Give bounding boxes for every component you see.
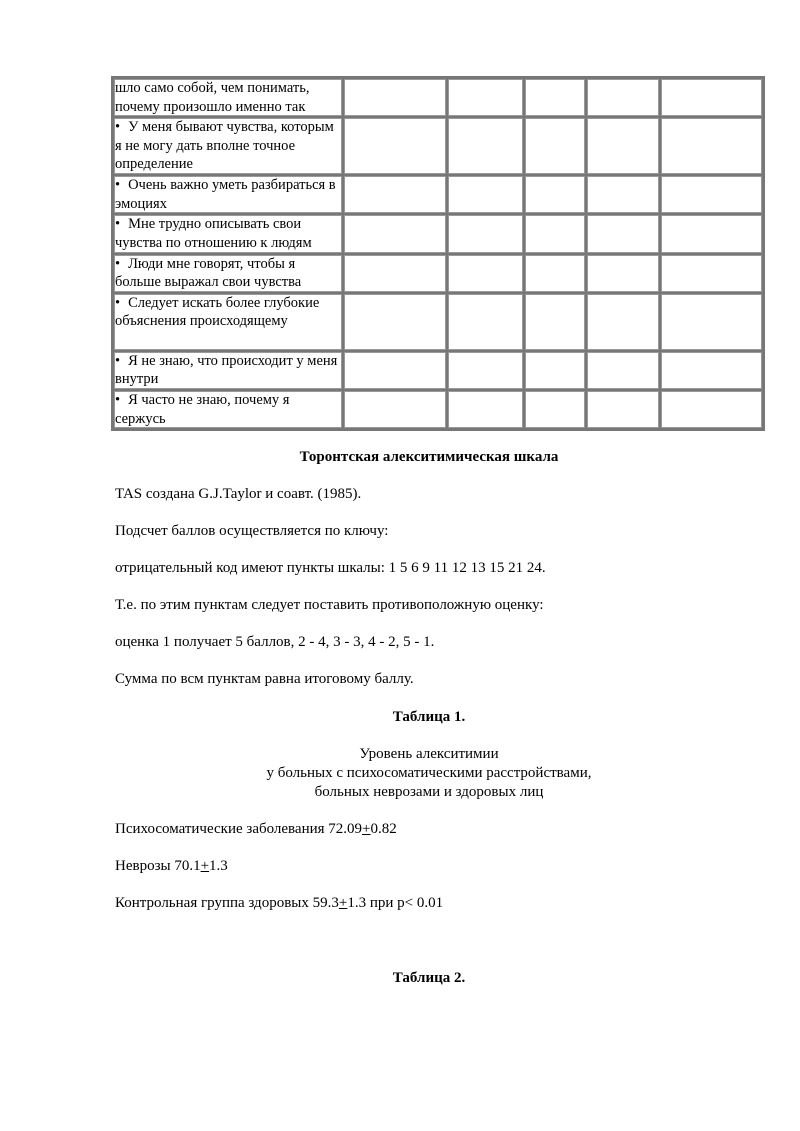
- answer-cell: [586, 117, 660, 175]
- table-row: [113, 254, 763, 293]
- table-row: [113, 214, 763, 253]
- bullet-icon: •: [115, 294, 121, 311]
- plus-minus: +: [338, 895, 348, 911]
- question-cell: [113, 351, 343, 390]
- bullet-icon: •: [115, 177, 121, 194]
- answer-cell: [586, 78, 660, 117]
- answer-cell: [660, 214, 763, 253]
- question-text: Мне трудно описывать свои чувства по отношению к людям: [115, 216, 312, 251]
- answer-cell: [343, 293, 447, 351]
- paragraph: отрицательный код имеют пункты шкалы: 1 5 6 9 11 12 13 15 21 24.: [115, 560, 546, 576]
- table-row: [113, 78, 763, 117]
- plus-minus: +: [200, 858, 210, 874]
- question-text: Люди мне говорят, чтобы я больше выражал свои чувства: [115, 255, 302, 291]
- answer-cell: [447, 351, 524, 390]
- answer-cell: [660, 390, 763, 429]
- table-row: [113, 390, 763, 429]
- answer-cell: [447, 117, 524, 175]
- result-value: 1.3: [209, 858, 228, 874]
- answer-cell: [660, 117, 763, 175]
- question-cell: [113, 214, 343, 253]
- answer-cell: [524, 351, 586, 390]
- answer-cell: [447, 254, 524, 293]
- question-cell: [113, 78, 343, 117]
- table1-label: Таблица 1.: [392, 709, 466, 725]
- answer-cell: [586, 390, 660, 429]
- answer-cell: [524, 117, 586, 175]
- table2-label: Таблица 2.: [392, 970, 466, 986]
- question-cell: [113, 293, 343, 351]
- answer-cell: [447, 175, 524, 214]
- answer-cell: [343, 175, 447, 214]
- question-text: Я не знаю, что происходит у меня внутри: [115, 352, 338, 388]
- answer-cell: [343, 214, 447, 253]
- answer-cell: [660, 293, 763, 351]
- question-cell: [113, 254, 343, 293]
- answer-cell: [343, 78, 447, 117]
- answer-cell: [586, 175, 660, 214]
- result-value: 0.82: [370, 821, 397, 837]
- table-row: [113, 175, 763, 214]
- answer-cell: [524, 78, 586, 117]
- question-cell: [113, 117, 343, 175]
- questionnaire-table-body: [113, 78, 763, 429]
- table1-caption-line: Уровень алекситимии: [359, 746, 499, 762]
- question-text: У меня бывают чувства, которым я не могу дать вполне точное определение: [115, 119, 334, 173]
- questionnaire-table: [111, 76, 765, 431]
- paragraph: оценка 1 получает 5 баллов, 2 - 4, 3 - 3, 4 - 2, 5 - 1.: [115, 634, 435, 650]
- result-label: Неврозы 70.1: [115, 858, 201, 874]
- bullet-icon: •: [115, 216, 121, 233]
- paragraph: Подсчет баллов осуществляется по ключу:: [115, 523, 389, 539]
- bullet-icon: •: [115, 391, 121, 408]
- answer-cell: [447, 390, 524, 429]
- table1-caption-line: больных неврозами и здоровых лиц: [314, 784, 544, 800]
- result-label: Контрольная группа здоровых 59.3: [115, 895, 339, 911]
- answer-cell: [524, 254, 586, 293]
- table1-caption-line: у больных с психосоматическими расстройствами,: [266, 765, 592, 781]
- paragraph: TAS создана G.J.Taylor и соавт. (1985).: [115, 486, 362, 502]
- question-text: Я часто не знаю, почему я сержусь: [115, 391, 290, 427]
- table-row: [113, 293, 763, 351]
- table-row: [113, 351, 763, 390]
- answer-cell: [524, 293, 586, 351]
- answer-cell: [660, 175, 763, 214]
- answer-cell: [524, 175, 586, 214]
- answer-cell: [660, 254, 763, 293]
- question-text: шло само собой, чем понимать, почему произошло именно так: [115, 80, 310, 115]
- result-value: 1.3 при р< 0.01: [347, 895, 444, 911]
- answer-cell: [343, 254, 447, 293]
- result-line: [115, 821, 397, 838]
- answer-cell: [343, 117, 447, 175]
- answer-cell: [447, 293, 524, 351]
- result-line: [115, 858, 228, 875]
- bullet-icon: •: [115, 255, 121, 272]
- result-label: Психосоматические заболевания 72.09: [115, 821, 363, 837]
- answer-cell: [586, 351, 660, 390]
- answer-cell: [586, 293, 660, 351]
- answer-cell: [447, 78, 524, 117]
- paragraph: Сумма по всм пунктам равна итоговому баллу.: [115, 671, 414, 687]
- answer-cell: [586, 214, 660, 253]
- question-cell: [113, 390, 343, 429]
- plus-minus: +: [362, 821, 371, 837]
- section-title: Торонтская алекситимическая шкала: [299, 449, 559, 465]
- answer-cell: [524, 390, 586, 429]
- bullet-icon: •: [115, 119, 121, 136]
- answer-cell: [660, 351, 763, 390]
- answer-cell: [343, 390, 447, 429]
- answer-cell: [524, 214, 586, 253]
- result-line: [115, 895, 443, 912]
- answer-cell: [660, 78, 763, 117]
- answer-cell: [447, 214, 524, 253]
- question-text: Очень важно уметь разбираться в эмоциях: [115, 177, 336, 212]
- answer-cell: [586, 254, 660, 293]
- answer-cell: [343, 351, 447, 390]
- paragraph: Т.е. по этим пунктам следует поставить противоположную оценку:: [115, 597, 544, 613]
- table-row: [113, 117, 763, 175]
- question-cell: [113, 175, 343, 214]
- bullet-icon: •: [115, 352, 121, 369]
- question-text: Следует искать более глубокие объяснения происходящему: [115, 294, 320, 330]
